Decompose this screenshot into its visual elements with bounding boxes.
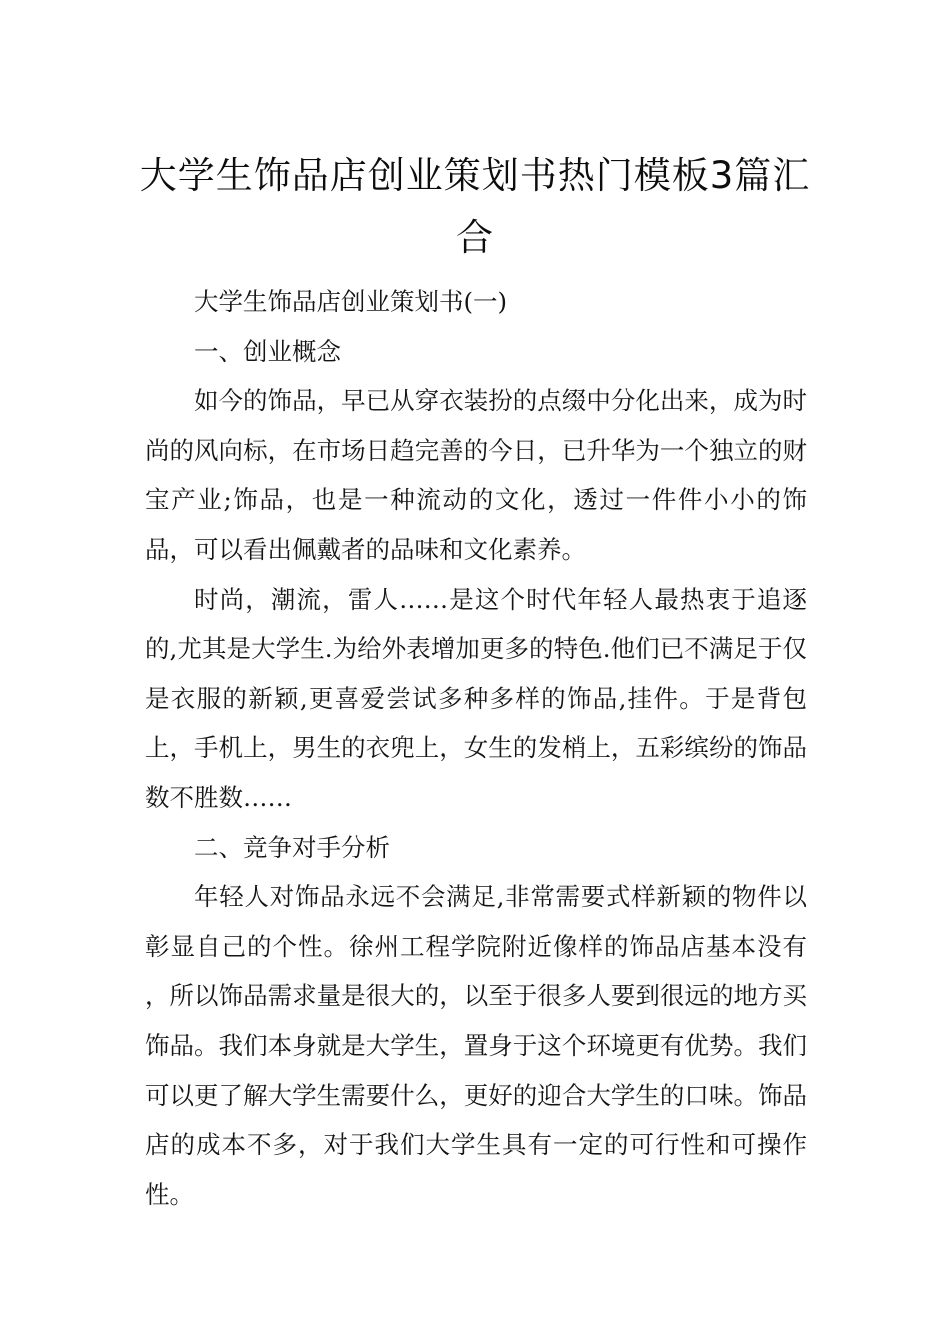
body-paragraph: 年轻人对饰品永远不会满足,非常需要式样新颖的物件以彰显自己的个性。徐州工程学院附近像样的饰品店基本没有 ，所以饰品需求量是很大的，以至于很多人要到很远的地方买饰品。我们本身就是大学生，置身于这个环境更有优势。我们可以更了解大学生需要什么，更好的迎合大学生的口味。饰品店的成本不多，对于我们大学生具有一定的可行性和可操作性。 <box>145 882 807 1209</box>
body-paragraph: 如今的饰品，早已从穿衣装扮的点缀中分化出来，成为时尚的风向标，在市场日趋完善的今日，已升华为一个独立的财宝产业;饰品，也是一种流动的文化，透过一件件小小的饰品，可以看出佩戴者的品味和文化素养。 <box>145 386 807 564</box>
body-paragraph: 时尚，潮流，雷人……是这个时代年轻人最热衷于追逐的,尤其是大学生.为给外表增加更多的特色.他们已不满足于仅是衣服的新颖,更喜爱尝试多种多样的饰品,挂件。于是背包上，手机上，男生的衣兜上，女生的发梢上，五彩缤纷的饰品数不胜数…… <box>145 584 807 812</box>
section-heading-plan-one: 大学生饰品店创业策划书(一) <box>194 287 508 316</box>
section-heading-competitor-analysis: 二、竞争对手分析 <box>194 832 390 862</box>
section-heading-concept: 一、创业概念 <box>194 336 341 366</box>
document-title: 大学生饰品店创业策划书热门模板3篇汇合 <box>139 153 811 259</box>
document-body <box>145 277 807 1219</box>
